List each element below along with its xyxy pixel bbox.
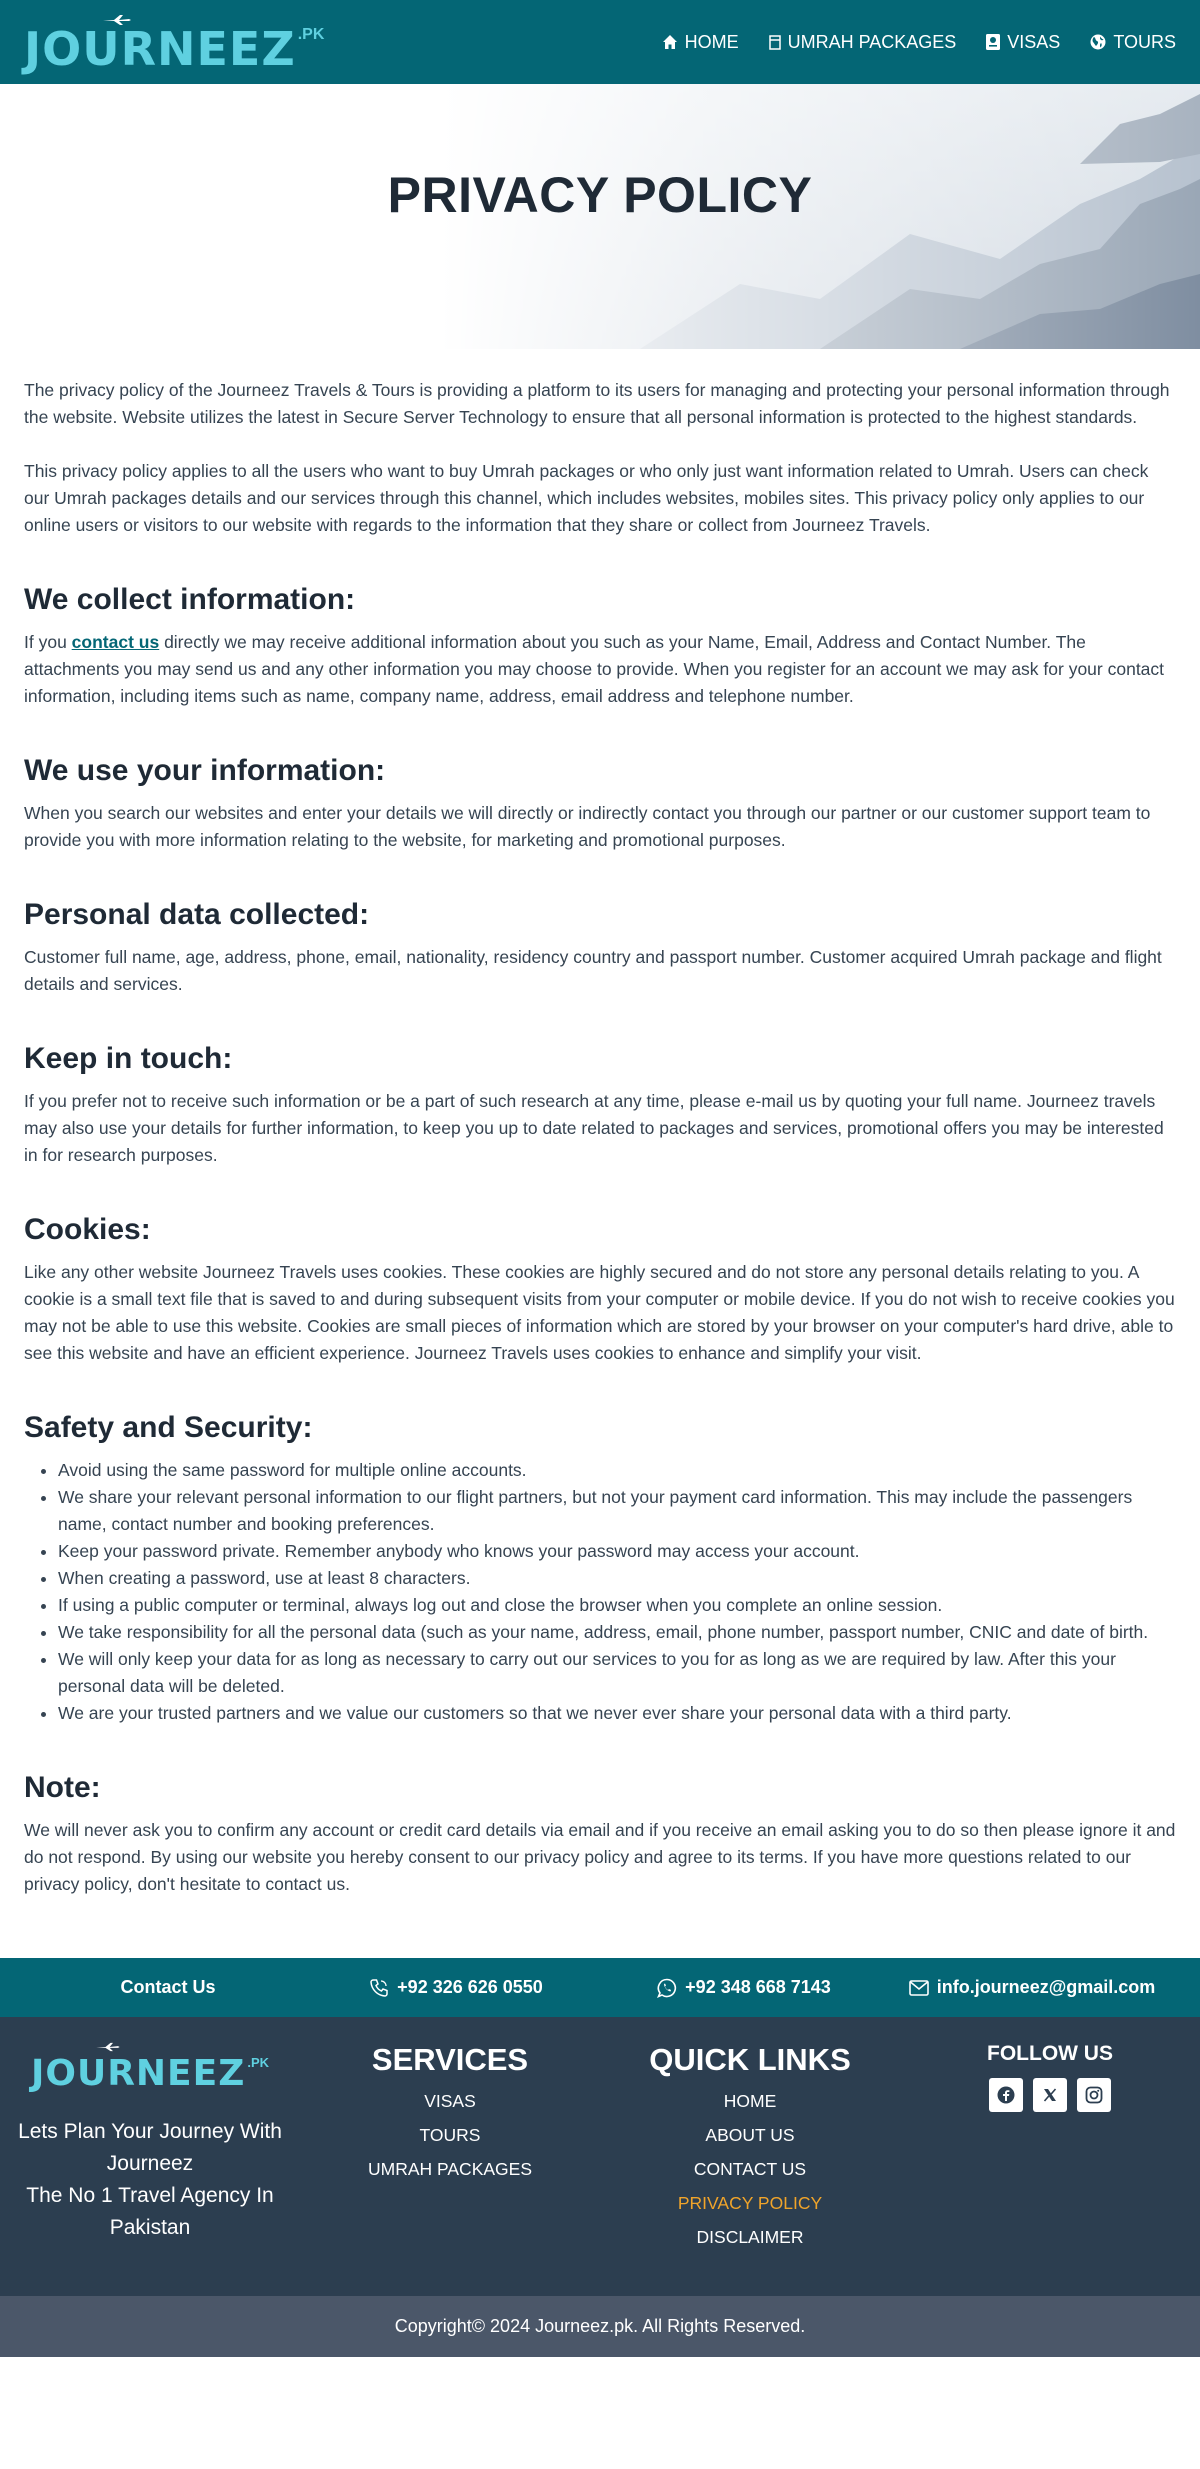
footer-link-contact-us[interactable]: CONTACT US — [693, 2159, 807, 2179]
x-icon — [1042, 2087, 1058, 2103]
contact-us-link[interactable]: contact us — [71, 632, 160, 652]
section-text: If you contact us directly we may receive additional information about you such as your Name, Email, Address and Contact Number. The attachments you may send us and any other information you may choose to provide. When you register for an account we may ask for your contact information, including items such as name, company name, address, email address and telephone number. — [24, 632, 1165, 706]
intro-paragraph: This privacy policy applies to all the users who want to buy Umrah packages or who only just want information related to Umrah. Users can check our Umrah packages details and our services through this channel, which includes websites, mobiles sites. This privacy policy only applies to our online users or visitors to our website with regards to the information that they share or collect from Journeez Travels. — [24, 461, 1149, 535]
nav-item-tours[interactable] — [1090, 32, 1176, 53]
nav-item-umrah-packages[interactable] — [769, 32, 957, 53]
nav-item-label: TOURS — [1113, 31, 1176, 52]
footer-follow — [900, 2042, 1200, 2296]
x-button[interactable] — [1033, 2078, 1067, 2112]
logo-suffix: .PK — [297, 26, 325, 43]
section-heading: Cookies: — [24, 1213, 151, 1246]
footer-services — [300, 2042, 600, 2296]
section-heading: Personal data collected: — [24, 898, 370, 931]
section-text: Customer full name, age, address, phone, email, nationality, residency country and passport number. Customer acquired Umrah package and flight details and services. — [24, 947, 1162, 994]
section-heading: Note: — [24, 1771, 101, 1804]
section-cookies — [24, 1213, 1176, 1367]
list-item: • We share your relevant personal information to our flight partners, but not your payment card information. This may include the passengers name, contact number and booking preferences. — [58, 1484, 1176, 1538]
intro-paragraph: The privacy policy of the Journeez Travels & Tours is providing a platform to its users for managing and protecting your personal information through the website. Website utilizes the latest in Secure Server Technology to ensure that all personal information is protected to the highest standards. — [24, 380, 1170, 427]
whatsapp-contact[interactable]: +92 348 668 7143 — [600, 1977, 888, 1998]
nav-item-label: UMRAH PACKAGES — [787, 31, 957, 52]
footer-link-about-us[interactable]: ABOUT US — [705, 2125, 795, 2145]
whatsapp-icon — [657, 1978, 677, 1998]
footer-link-visas[interactable]: VISAS — [424, 2091, 476, 2111]
list-item: • Avoid using the same password for multiple online accounts. — [58, 1457, 1176, 1484]
page-title: PRIVACY POLICY — [387, 167, 813, 223]
footer-link-umrah-packages[interactable]: UMRAH PACKAGES — [367, 2159, 532, 2179]
section-heading: We collect information: — [24, 583, 356, 616]
phone-contact[interactable]: +92 326 626 0550 — [312, 1977, 600, 1998]
footer-link-home[interactable]: HOME — [723, 2091, 777, 2111]
globe-icon — [1090, 34, 1106, 50]
phone-icon — [369, 1978, 389, 1998]
kaaba-icon — [769, 34, 781, 50]
contact-strip — [0, 1958, 1200, 2020]
services-heading: SERVICES — [371, 2042, 529, 2077]
footer-quick-links — [600, 2042, 900, 2296]
site-footer — [0, 2020, 1200, 2296]
footer-link-privacy-policy[interactable]: PRIVACY POLICY — [677, 2193, 823, 2213]
footer-tagline: Lets Plan Your Journey With Journeez The No 1 Travel Agency In Pakistan — [18, 2120, 282, 2239]
facebook-button[interactable] — [989, 2078, 1023, 2112]
section-use-information — [24, 754, 1176, 854]
copyright-bar — [0, 2296, 1200, 2357]
nav-item-label: VISAS — [1007, 31, 1061, 52]
copyright-text: Copyright© 2024 Journeez.pk. All Rights Reserved. — [394, 2316, 806, 2336]
footer-logo[interactable] — [31, 2042, 269, 2092]
section-personal-data — [24, 898, 1176, 998]
section-note — [24, 1771, 1176, 1898]
email-contact[interactable]: info.journeez@gmail.com — [888, 1977, 1176, 1998]
airplane-icon — [102, 14, 132, 26]
main-nav — [662, 32, 1176, 53]
section-text: When you search our websites and enter your details we will directly or indirectly contact you through our partner or our customer support team to provide you with more information relating to the website, for marketing and promotional purposes. — [24, 803, 1151, 850]
list-item: • We take responsibility for all the personal data (such as your name, address, email, phone number, passport number, CNIC and date of birth. — [58, 1619, 1176, 1646]
logo-text: JOURNEEZ — [30, 2053, 246, 2094]
hero-banner — [0, 84, 1200, 349]
nav-item-visas[interactable] — [986, 32, 1060, 53]
nav-item-home[interactable] — [662, 32, 739, 53]
section-text: If you prefer not to receive such information or be a part of such research at any time, please e-mail us by quoting your full name. Journeez travels may also use your details for further information, to keep you up to date related to packages and services, promotional offers you may be interested in for research purposes. — [24, 1091, 1164, 1165]
section-safety-security — [24, 1411, 1176, 1727]
airplane-icon — [95, 2042, 121, 2052]
envelope-icon — [909, 1980, 929, 1996]
list-item: • Keep your password private. Remember anybody who knows your password may access your account. — [58, 1538, 1176, 1565]
list-item: • We will only keep your data for as long as necessary to carry out our services to you for as long as we are required by law. After this your personal data will be deleted. — [58, 1646, 1176, 1700]
site-logo[interactable] — [24, 12, 325, 76]
footer-link-disclaimer[interactable]: DISCLAIMER — [696, 2227, 804, 2247]
footer-link-tours[interactable]: TOURS — [419, 2125, 481, 2145]
home-icon — [662, 34, 678, 50]
follow-heading: FOLLOW US — [987, 2042, 1113, 2065]
quick-links-heading: QUICK LINKS — [649, 2042, 851, 2077]
safety-list — [24, 1457, 1176, 1727]
section-heading: We use your information: — [24, 754, 386, 787]
policy-content — [0, 349, 1200, 1958]
logo-suffix: .PK — [247, 2055, 270, 2070]
social-links — [989, 2078, 1111, 2112]
section-text: Like any other website Journeez Travels uses cookies. These cookies are highly secured and do not store any personal details relating to you. A cookie is a small text file that is saved to and during subsequent visits from your computer or mobile device. If you do not wish to receive cookies you may not be able to use this website. Cookies are small pieces of information which are stored by your browser on your computer's hard drive, able to see this website and have an efficient experience. Journeez Travels uses cookies to enhance and simplify your visit. — [24, 1262, 1175, 1363]
section-text: We will never ask you to confirm any account or credit card details via email and if you receive an email asking you to do so then please ignore it and do not respond. By using our website you hereby consent to our privacy policy and agree to its terms. If you have more questions related to our privacy policy, don't hesitate to contact us. — [24, 1820, 1176, 1894]
top-navbar — [0, 0, 1200, 84]
contact-us-label: Contact Us — [120, 1977, 216, 1997]
list-item: • When creating a password, use at least 8 characters. — [58, 1565, 1176, 1592]
nav-item-label: HOME — [684, 31, 739, 52]
footer-brand — [0, 2042, 300, 2296]
facebook-icon — [997, 2086, 1015, 2104]
logo-text: JOURNEEZ — [24, 22, 296, 76]
section-heading: Keep in touch: — [24, 1042, 233, 1075]
list-item: • If using a public computer or terminal, always log out and close the browser when you complete an online session. — [58, 1592, 1176, 1619]
section-collect-information — [24, 583, 1176, 710]
instagram-button[interactable] — [1077, 2078, 1111, 2112]
section-heading: Safety and Security: — [24, 1411, 313, 1444]
list-item: • We are your trusted partners and we value our customers so that we never ever share your personal data with a third party. — [58, 1700, 1176, 1727]
passport-icon — [986, 34, 1000, 50]
instagram-icon — [1085, 2086, 1103, 2104]
section-keep-in-touch — [24, 1042, 1176, 1169]
